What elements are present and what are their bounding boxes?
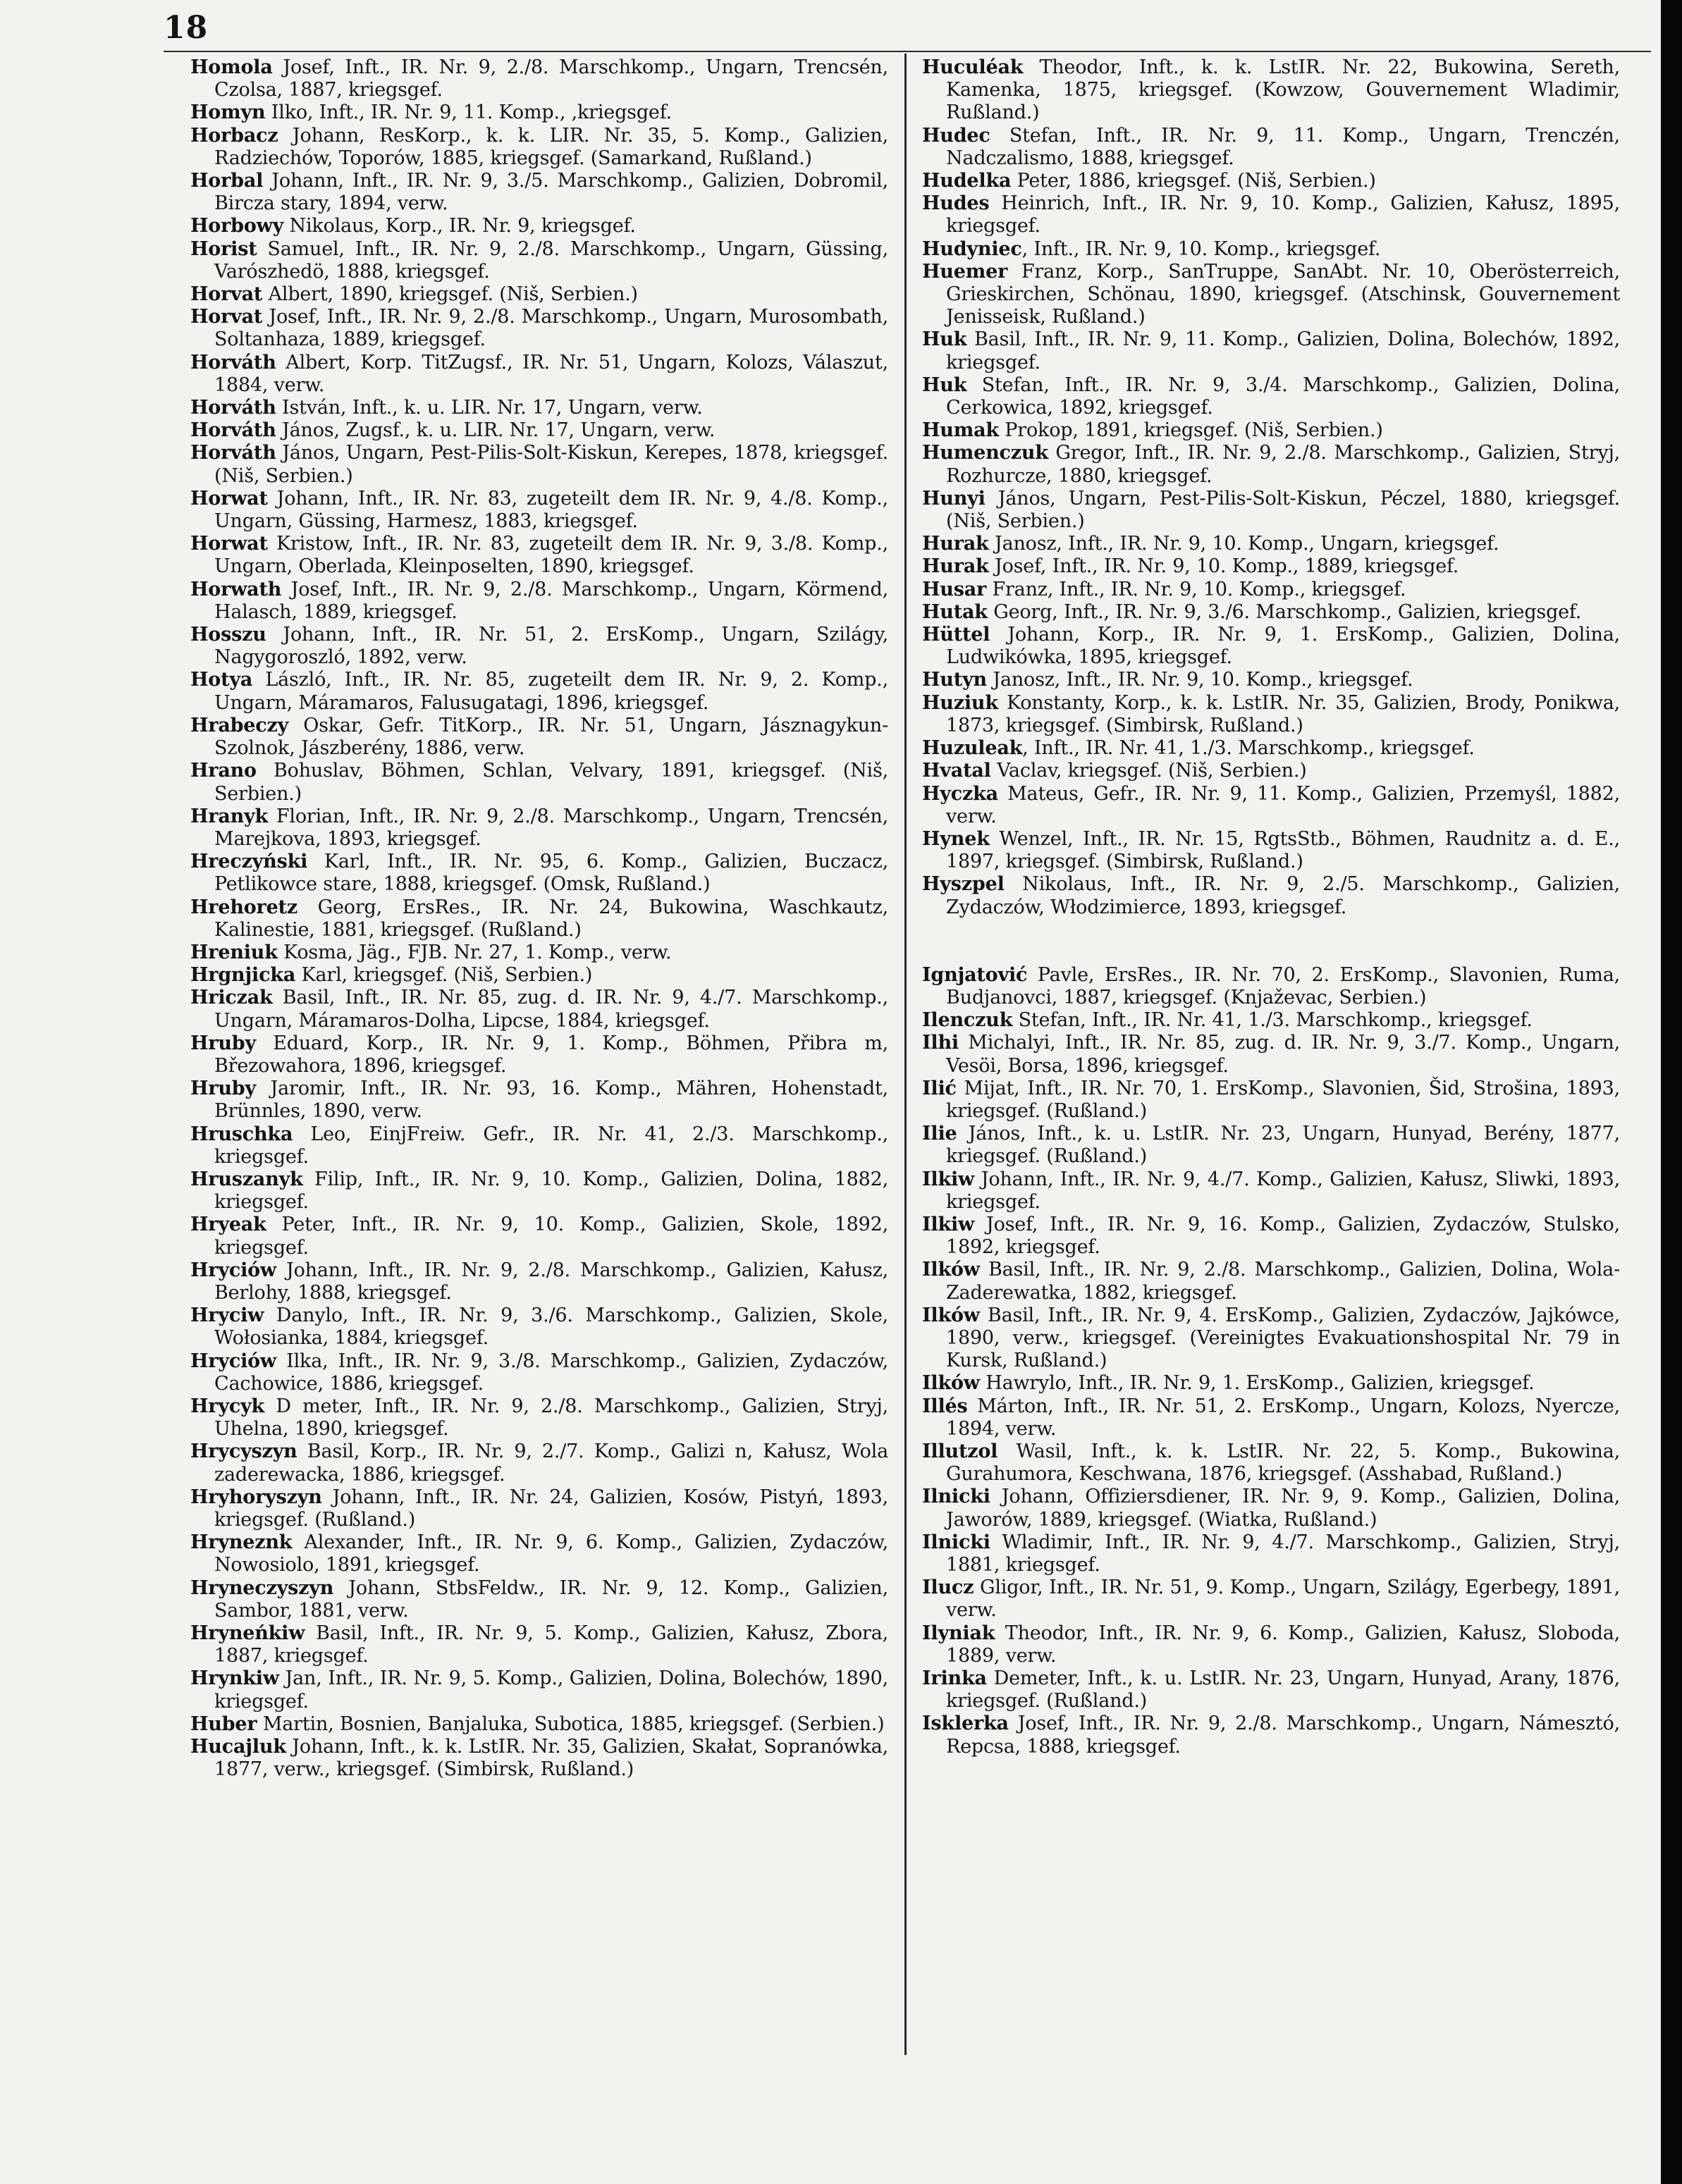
list-entry: [190, 1440, 888, 1486]
list-entry: [922, 125, 1620, 170]
list-entry: [922, 1168, 1620, 1214]
entry-details: Basil, Inft., IR. Nr. 9, 5. Komp., Galizien, Kałusz, Zbora, 1887, kriegsgef.: [214, 1622, 888, 1667]
entry-surname: Huziuk: [922, 691, 998, 714]
right-column-section-i: [922, 964, 1620, 1758]
entry-surname: Hrycyszyn: [190, 1440, 297, 1463]
entry-details: Johann, Inft., IR. Nr. 83, zugeteilt dem IR. Nr. 9, 4./8. Komp., Ungarn, Güssing, Harmesz, 1883, kriegsgef.: [214, 487, 888, 533]
entry-details: Danylo, Inft., IR. Nr. 9, 3./6. Marschkomp., Galizien, Skole, Wołosianka, 1884, kriegsgef.: [214, 1304, 888, 1350]
list-entry: [190, 170, 888, 215]
list-entry: [190, 760, 888, 805]
entry-surname: Hvatal: [922, 760, 991, 782]
entry-details: Nikolaus, Inft., IR. Nr. 9, 2./5. Marschkomp., Galizien, Zydaczów, Włodzimierce, 1893, kriegsgef.: [946, 873, 1620, 918]
entry-details: Johann, Inft., IR. Nr. 9, 2./8. Marschkomp., Galizien, Kałusz, Berlohy, 1888, kriegsgef.: [214, 1259, 888, 1304]
entry-details: Basil, Korp., IR. Nr. 9, 2./7. Komp., Galizi n, Kałusz, Wola zaderewacka, 1886, kriegsgef.: [214, 1440, 888, 1486]
list-entry: [922, 1259, 1620, 1304]
entry-details: Michalyi, Inft., IR. Nr. 85, zug. d. IR. Nr. 9, 3./7. Komp., Ungarn, Vesöi, Borsa, 1896, kriegsgef.: [946, 1032, 1620, 1077]
entry-surname: Ilić: [922, 1077, 957, 1099]
entry-surname: Hurak: [922, 555, 989, 578]
list-entry: [190, 1713, 888, 1736]
entry-surname: Huk: [922, 374, 967, 396]
entry-details: Karl, Inft., IR. Nr. 95, 6. Komp., Galizien, Buczacz, Petlikowce stare, 1888, kriegsgef. (Omsk, Rußland.): [214, 851, 888, 896]
entry-details: Basil, Inft., IR. Nr. 9, 4. ErsKomp., Galizien, Zydaczów, Jajkówce, 1890, verw., kriegsgef. (Vereinigtes Evakuationshospital Nr. 79 in Kursk, Rußland.): [946, 1304, 1620, 1372]
entry-details: Oskar, Gefr. TitKorp., IR. Nr. 51, Ungarn, Jásznagykun-Szolnok, Jászberény, 1886, verw.: [214, 714, 888, 760]
list-entry: [190, 125, 888, 170]
list-entry: [922, 170, 1620, 192]
entry-details: Basil, Inft., IR. Nr. 9, 2./8. Marschkomp., Galizien, Dolina, Wola-Zaderewatka, 1882, kriegsgef.: [946, 1259, 1620, 1304]
list-entry: [190, 397, 888, 419]
entry-surname: Ilkiw: [922, 1213, 975, 1235]
list-entry: [922, 579, 1620, 601]
right-column-section-h: [922, 56, 1620, 919]
entry-surname: Ilnicki: [922, 1486, 990, 1508]
entry-surname: Ilenczuk: [922, 1009, 1013, 1032]
entry-surname: Ilkiw: [922, 1168, 975, 1190]
entry-details: Josef, Inft., IR. Nr. 9, 16. Komp., Galizien, Zydaczów, Stulsko, 1892, kriegsgef.: [946, 1213, 1620, 1259]
entry-surname: Huemer: [922, 260, 1008, 283]
list-entry: [190, 1531, 888, 1577]
list-entry: [190, 1304, 888, 1350]
entry-surname: Illés: [922, 1395, 968, 1417]
list-entry: [922, 1372, 1620, 1395]
entry-details: Prokop, 1891, kriegsgef. (Niš, Serbien.): [998, 419, 1383, 442]
entry-surname: Illutzol: [922, 1440, 998, 1462]
entry-details: Wenzel, Inft., IR. Nr. 15, RgtsStb., Böhmen, Raudnitz a. d. E., 1897, kriegsgef. (Simbirsk, Rußland.): [946, 827, 1620, 873]
entry-surname: Hruschka: [190, 1123, 293, 1145]
entry-details: Wasil, Inft., k. k. LstIR. Nr. 22, 5. Komp., Bukowina, Gurahumora, Keschwana, 1876, kriegsgef. (Asshabad, Rußland.): [946, 1440, 1620, 1486]
page-number: 18: [164, 10, 209, 46]
list-entry: [922, 1304, 1620, 1373]
list-entry: [190, 215, 888, 237]
list-entry: [190, 1577, 888, 1622]
section-gap: [922, 919, 1620, 964]
entry-details: János, Ungarn, Pest-Pilis-Solt-Kiskun, Péczel, 1880, kriegsgef. (Niš, Serbien.): [946, 487, 1620, 533]
entry-surname: Huzuleak: [922, 737, 1023, 760]
entry-surname: Hotya: [190, 669, 253, 691]
entry-details: Konstanty, Korp., k. k. LstIR. Nr. 35, Galizien, Brody, Ponikwa, 1873, kriegsgef. (Simbirsk, Rußland.): [946, 691, 1620, 736]
entry-surname: Hyszpel: [922, 873, 1005, 896]
entry-surname: Ilków: [922, 1259, 980, 1281]
list-entry: [922, 1078, 1620, 1123]
entry-details: Johann, Inft., IR. Nr. 51, 2. ErsKomp., Ungarn, Szilágy, Nagygoroszló, 1892, verw.: [214, 624, 888, 669]
entry-details: Franz, Korp., SanTruppe, SanAbt. Nr. 10, Oberösterreich, Grieskirchen, Schönau, 1890, kriegsgef. (Atschinsk, Gouvernement Jenisseisk, Rußland.): [946, 260, 1620, 328]
list-entry: [922, 1531, 1620, 1577]
entry-details: Johann, Inft., k. k. LstIR. Nr. 35, Galizien, Skałat, Sopranówka, 1877, verw., kriegsgef. (Simbirsk, Rußland.): [214, 1736, 888, 1781]
entry-surname: Hranyk: [190, 805, 269, 827]
entry-surname: Hrycyk: [190, 1395, 265, 1417]
entry-details: Gregor, Inft., IR. Nr. 9, 2./8. Marschkomp., Galizien, Stryj, Rozhurcze, 1880, kriegsgef.: [946, 442, 1620, 487]
list-entry: [190, 533, 888, 578]
entry-details: Johann, Offiziersdiener, IR. Nr. 9, 9. Komp., Galizien, Dolina, Jaworów, 1889, kriegsgef. (Wiatka, Rußland.): [946, 1486, 1620, 1531]
list-entry: [922, 873, 1620, 918]
entry-surname: Horvat: [190, 283, 263, 306]
entry-surname: Hruszanyk: [190, 1168, 303, 1190]
list-entry: [922, 56, 1620, 125]
entry-details: János, Zugsf., k. u. LIR. Nr. 17, Ungarn, verw.: [276, 419, 716, 442]
entry-details: Janosz, Inft., IR. Nr. 9, 10. Komp., kriegsgef.: [986, 669, 1413, 691]
list-entry: [922, 1395, 1620, 1440]
entry-details: D meter, Inft., IR. Nr. 9, 2./8. Marschkomp., Galizien, Stryj, Uhelna, 1890, kriegsgef.: [214, 1395, 888, 1440]
entry-details: Jan, Inft., IR. Nr. 9, 5. Komp., Galizien, Dolina, Bolechów, 1890, kriegsgef.: [214, 1667, 888, 1713]
entry-surname: Homyn: [190, 101, 266, 124]
entry-details: Franz, Inft., IR. Nr. 9, 10. Komp., kriegsgef.: [986, 578, 1406, 600]
entry-details: Johann, Korp., IR. Nr. 9, 1. ErsKomp., Galizien, Dolina, Ludwikówka, 1895, kriegsgef.: [946, 624, 1620, 669]
entry-details: Josef, Inft., IR. Nr. 9, 10. Komp., 1889, kriegsgef.: [988, 555, 1459, 578]
entry-details: Wladimir, Inft., IR. Nr. 9, 4./7. Marschkomp., Galizien, Stryj, 1881, kriegsgef.: [946, 1531, 1620, 1576]
entry-surname: Horváth: [190, 419, 276, 442]
entry-surname: Horist: [190, 237, 257, 260]
list-entry: [190, 964, 888, 987]
entry-surname: Ilie: [922, 1123, 957, 1145]
entry-surname: Horbowy: [190, 215, 284, 237]
list-entry: [922, 419, 1620, 442]
entry-details: Johann, Inft., IR. Nr. 9, 4./7. Komp., Galizien, Kałusz, Sliwki, 1893, kriegsgef.: [946, 1168, 1620, 1213]
list-entry: [922, 964, 1620, 1009]
list-entry: [922, 783, 1620, 828]
entry-surname: Horbacz: [190, 124, 278, 147]
entry-surname: Horvat: [190, 306, 263, 328]
entry-details: Márton, Inft., IR. Nr. 51, 2. ErsKomp., Ungarn, Kolozs, Nyercze, 1894, verw.: [946, 1395, 1620, 1440]
entry-surname: Hrehoretz: [190, 896, 297, 918]
list-entry: [922, 328, 1620, 374]
list-entry: [190, 1078, 888, 1123]
list-entry: [190, 238, 888, 283]
entry-details: , Inft., IR. Nr. 41, 1./3. Marschkomp., kriegsgef.: [1022, 737, 1475, 760]
entry-surname: Hosszu: [190, 624, 266, 646]
list-entry: [922, 488, 1620, 533]
entry-surname: Hreniuk: [190, 941, 278, 963]
list-entry: [190, 1350, 888, 1395]
list-entry: [190, 1214, 888, 1259]
entry-details: Kristow, Inft., IR. Nr. 83, zugeteilt dem IR. Nr. 9, 3./8. Komp., Ungarn, Oberlada, Kleinposelten, 1890, kriegsgef.: [214, 533, 888, 578]
list-entry: [190, 1622, 888, 1667]
entry-details: Theodor, Inft., IR. Nr. 9, 6. Komp., Galizien, Kałusz, Sloboda, 1889, verw.: [946, 1622, 1620, 1667]
entry-details: Gligor, Inft., IR. Nr. 51, 9. Komp., Ungarn, Szilágy, Egerbegy, 1891, verw.: [946, 1577, 1620, 1622]
entry-surname: Hynek: [922, 827, 990, 850]
list-entry: [922, 624, 1620, 669]
entry-details: Theodor, Inft., k. k. LstIR. Nr. 22, Bukowina, Sereth, Kamenka, 1875, kriegsgef. (Kowzow, Gouvernement Wladimir, Rußland.): [946, 56, 1620, 124]
list-entry: [922, 1713, 1620, 1758]
entry-surname: Hryciw: [190, 1304, 264, 1327]
entry-details: Stefan, Inft., IR. Nr. 41, 1./3. Marschkomp., kriegsgef.: [1012, 1009, 1533, 1032]
entry-details: Demeter, Inft., k. u. LstIR. Nr. 23, Ungarn, Hunyad, Arany, 1876, kriegsgef. (Rußland.): [946, 1667, 1620, 1713]
entry-surname: Humenczuk: [922, 442, 1048, 464]
entry-details: Alexander, Inft., IR. Nr. 9, 6. Komp., Galizien, Zydaczów, Nowosiolo, 1891, kriegsgef.: [214, 1531, 888, 1577]
entry-surname: Hryneczyszyn: [190, 1577, 334, 1599]
entry-details: Jaromir, Inft., IR. Nr. 93, 16. Komp., Mähren, Hohenstadt, Brünnles, 1890, verw.: [214, 1078, 888, 1123]
entry-details: Johann, Inft., IR. Nr. 24, Galizien, Kosów, Pistyń, 1893, kriegsgef. (Rußland.): [214, 1486, 888, 1531]
list-entry: [190, 1032, 888, 1078]
entry-details: Johann, StbsFeldw., IR. Nr. 9, 12. Komp., Galizien, Sambor, 1881, verw.: [214, 1577, 888, 1622]
entry-surname: Hreczyński: [190, 851, 308, 873]
entry-surname: Hryeak: [190, 1214, 266, 1236]
list-entry: [190, 306, 888, 351]
list-entry: [922, 1440, 1620, 1486]
entry-details: Filip, Inft., IR. Nr. 9, 10. Komp., Galizien, Dolina, 1882, kriegsgef.: [214, 1168, 888, 1214]
entry-details: Heinrich, Inft., IR. Nr. 9, 10. Komp., Galizien, Kałusz, 1895, kriegsgef.: [946, 192, 1620, 237]
list-entry: [922, 692, 1620, 737]
entry-surname: Hrgnjicka: [190, 964, 296, 987]
list-entry: [922, 1577, 1620, 1622]
entry-details: Karl, kriegsgef. (Niš, Serbien.): [295, 964, 593, 987]
column-divider: [904, 54, 907, 2055]
entry-surname: Hryciów: [190, 1350, 276, 1372]
list-entry: [922, 1486, 1620, 1531]
entry-surname: Irinka: [922, 1667, 987, 1690]
list-entry: [922, 1009, 1620, 1032]
entry-details: Martin, Bosnien, Banjaluka, Subotica, 1885, kriegsgef. (Serbien.): [257, 1713, 885, 1735]
entry-surname: Ilnicki: [922, 1531, 990, 1553]
list-entry: [190, 806, 888, 851]
entry-details: Nikolaus, Korp., IR. Nr. 9, kriegsgef.: [283, 215, 636, 237]
entry-details: , Inft., IR. Nr. 9, 10. Komp., kriegsgef.: [1021, 237, 1381, 260]
list-entry: [190, 851, 888, 896]
entry-details: Albert, Korp. TitZugsf., IR. Nr. 51, Ungarn, Kolozs, Válaszut, 1884, verw.: [214, 351, 888, 396]
list-entry: [190, 987, 888, 1032]
list-entry: [922, 1622, 1620, 1667]
entry-details: László, Inft., IR. Nr. 85, zugeteilt dem IR. Nr. 9, 2. Komp., Ungarn, Máramaros, Falusugatagi, 1896, kriegsgef.: [214, 669, 888, 714]
entry-details: István, Inft., k. u. LIR. Nr. 17, Ungarn, verw.: [276, 397, 703, 419]
entry-details: Eduard, Korp., IR. Nr. 9, 1. Komp., Böhmen, Přibra m, Březowahora, 1896, kriegsgef.: [214, 1032, 888, 1077]
entry-details: Mijat, Inft., IR. Nr. 70, 1. ErsKomp., Slavonien, Šid, Strošina, 1893, kriegsgef. (Rußland.): [946, 1077, 1620, 1122]
list-entry: [922, 533, 1620, 555]
list-entry: [190, 488, 888, 533]
entry-surname: Hryhoryszyn: [190, 1486, 322, 1508]
list-entry: [190, 1259, 888, 1304]
entry-surname: Ignjatović: [922, 963, 1028, 986]
entry-details: Johann, Inft., IR. Nr. 9, 3./5. Marschkomp., Galizien, Dobromil, Bircza stary, 1894, verw.: [214, 170, 888, 215]
list-entry: [190, 101, 888, 124]
entry-details: Ilko, Inft., IR. Nr. 9, 11. Komp., ,kriegsgef.: [265, 101, 672, 124]
entry-surname: Hryciów: [190, 1259, 276, 1281]
entry-details: János, Inft., k. u. LstIR. Nr. 23, Ungarn, Hunyad, Berény, 1877, kriegsgef. (Rußland.): [946, 1123, 1620, 1168]
list-entry: [190, 942, 888, 964]
list-entry: [922, 442, 1620, 487]
list-entry: [922, 555, 1620, 578]
entry-details: Samuel, Inft., IR. Nr. 9, 2./8. Marschkomp., Ungarn, Güssing, Varószhedö, 1888, kriegsgef.: [214, 237, 888, 283]
entry-surname: Horwat: [190, 533, 268, 555]
entry-details: Hawrylo, Inft., IR. Nr. 9, 1. ErsKomp., Galizien, kriegsgef.: [979, 1372, 1535, 1395]
list-entry: [190, 1168, 888, 1214]
entry-surname: Hruby: [190, 1032, 256, 1054]
entry-details: Bohuslav, Böhmen, Schlan, Velvary, 1891, kriegsgef. (Niš, Serbien.): [214, 760, 888, 805]
entry-surname: Hucajluk: [190, 1736, 286, 1758]
entry-details: Georg, Inft., IR. Nr. 9, 3./6. Marschkomp., Galizien, kriegsgef.: [987, 600, 1582, 623]
left-column: [190, 56, 888, 1781]
entry-surname: Hryneznk: [190, 1531, 293, 1554]
entry-details: Basil, Inft., IR. Nr. 85, zug. d. IR. Nr. 9, 4./7. Marschkomp., Ungarn, Máramaros-Dolha, Lipcse, 1884, kriegsgef.: [214, 987, 888, 1032]
list-entry: [190, 579, 888, 624]
entry-details: János, Ungarn, Pest-Pilis-Solt-Kiskun, Kerepes, 1878, kriegsgef. (Niš, Serbien.): [214, 442, 888, 487]
entry-surname: Ilhi: [922, 1032, 959, 1054]
entry-details: Stefan, Inft., IR. Nr. 9, 11. Komp., Ungarn, Trenczén, Nadczalismo, 1888, kriegsgef.: [946, 124, 1620, 169]
entry-surname: Ilków: [922, 1372, 980, 1395]
entry-details: Pavle, ErsRes., IR. Nr. 70, 2. ErsKomp., Slavonien, Ruma, Budjanovci, 1887, kriegsgef. (Knjaževac, Serbien.): [946, 963, 1620, 1008]
entry-surname: Horbal: [190, 170, 264, 192]
entry-details: Johann, ResKorp., k. k. LIR. Nr. 35, 5. Komp., Galizien, Radziechów, Toporów, 1885, kriegsgef. (Samarkand, Rußland.): [214, 124, 888, 169]
entry-details: Ilka, Inft., IR. Nr. 9, 3./8. Marschkomp., Galizien, Zydaczów, Cachowice, 1886, kriegsgef.: [214, 1350, 888, 1395]
list-entry: [190, 1123, 888, 1168]
list-entry: [190, 352, 888, 397]
list-entry: [922, 1214, 1620, 1259]
entry-surname: Ilucz: [922, 1577, 974, 1599]
entry-surname: Husar: [922, 578, 987, 600]
list-entry: [922, 737, 1620, 760]
list-entry: [190, 1395, 888, 1440]
list-entry: [190, 56, 888, 101]
entry-surname: Humak: [922, 419, 999, 442]
list-entry: [922, 1123, 1620, 1168]
entry-details: Josef, Inft., IR. Nr. 9, 2./8. Marschkomp., Ungarn, Námesztó, Repcsa, 1888, kriegsgef.: [946, 1713, 1620, 1758]
entry-surname: Hrynkiw: [190, 1667, 279, 1690]
entry-surname: Horwath: [190, 578, 282, 600]
list-entry: [190, 896, 888, 942]
entry-details: Albert, 1890, kriegsgef. (Niš, Serbien.): [262, 283, 638, 306]
entry-surname: Horváth: [190, 397, 276, 419]
entry-details: Josef, Inft., IR. Nr. 9, 2./8. Marschkomp., Ungarn, Trencsén, Czolsa, 1887, kriegsgef.: [214, 56, 888, 101]
entry-surname: Hrabeczy: [190, 714, 289, 736]
entry-surname: Hudes: [922, 192, 990, 215]
list-entry: [190, 1736, 888, 1781]
right-column: [922, 56, 1620, 1758]
entry-details: Peter, Inft., IR. Nr. 9, 10. Komp., Galizien, Skole, 1892, kriegsgef.: [214, 1214, 888, 1259]
list-entry: [190, 624, 888, 669]
entry-details: Josef, Inft., IR. Nr. 9, 2./8. Marschkomp., Ungarn, Körmend, Halasch, 1889, kriegsgef.: [214, 578, 888, 623]
entry-details: Josef, Inft., IR. Nr. 9, 2./8. Marschkomp., Ungarn, Murosombath, Soltanhaza, 1889, kriegsgef.: [214, 306, 888, 351]
entry-surname: Hutyn: [922, 669, 987, 691]
entry-surname: Huk: [922, 328, 967, 351]
entry-surname: Hruby: [190, 1078, 256, 1100]
entry-surname: Hryneńkiw: [190, 1622, 305, 1645]
entry-surname: Horváth: [190, 442, 276, 464]
entry-surname: Ilków: [922, 1304, 980, 1326]
entry-details: Florian, Inft., IR. Nr. 9, 2./8. Marschkomp., Ungarn, Trencsén, Marejkova, 1893, kriegsgef.: [214, 805, 888, 850]
entry-surname: Ilyniak: [922, 1622, 995, 1644]
list-entry: [922, 601, 1620, 624]
entry-surname: Hudelka: [922, 170, 1012, 192]
entry-details: Basil, Inft., IR. Nr. 9, 11. Komp., Galizien, Dolina, Bolechów, 1892, kriegsgef.: [946, 328, 1620, 374]
entry-details: Kosma, Jäg., FJB. Nr. 27, 1. Komp., verw.: [277, 941, 672, 963]
list-entry: [190, 1667, 888, 1713]
list-entry: [190, 283, 888, 306]
list-entry: [922, 760, 1620, 782]
list-entry: [190, 419, 888, 442]
entry-details: Georg, ErsRes., IR. Nr. 24, Bukowina, Waschkautz, Kalinestie, 1881, kriegsgef. (Rußland.): [214, 896, 888, 941]
entry-surname: Hutak: [922, 600, 988, 623]
entry-surname: Horwat: [190, 487, 268, 510]
entry-surname: Huculéak: [922, 56, 1024, 78]
entry-surname: Hriczak: [190, 987, 273, 1009]
entry-surname: Hurak: [922, 533, 989, 555]
list-entry: [922, 1032, 1620, 1077]
entry-surname: Isklerka: [922, 1713, 1009, 1735]
list-entry: [190, 442, 888, 487]
entry-surname: Hyczka: [922, 782, 998, 805]
entry-details: Leo, EinjFreiw. Gefr., IR. Nr. 41, 2./3. Marschkomp., kriegsgef.: [214, 1123, 888, 1168]
list-entry: [922, 374, 1620, 419]
list-entry: [922, 192, 1620, 237]
top-rule: [164, 51, 1651, 52]
list-entry: [922, 669, 1620, 691]
list-entry: [922, 1667, 1620, 1713]
entry-surname: Hudec: [922, 124, 990, 147]
entry-details: Peter, 1886, kriegsgef. (Niš, Serbien.): [1011, 170, 1376, 192]
entry-surname: Homola: [190, 56, 273, 78]
entry-details: Mateus, Gefr., IR. Nr. 9, 11. Komp., Galizien, Przemyśl, 1882, verw.: [946, 782, 1620, 827]
entry-details: Janosz, Inft., IR. Nr. 9, 10. Komp., Ungarn, kriegsgef.: [988, 533, 1499, 555]
list-entry: [190, 715, 888, 760]
scan-edge: [1661, 0, 1682, 2184]
entry-surname: Huber: [190, 1713, 257, 1735]
list-entry: [190, 1486, 888, 1531]
entry-surname: Hüttel: [922, 624, 990, 646]
list-entry: [922, 238, 1620, 261]
list-entry: [190, 669, 888, 714]
list-entry: [922, 828, 1620, 873]
entry-surname: Hudyniec: [922, 237, 1022, 260]
entry-surname: Hunyi: [922, 487, 986, 510]
entry-details: Stefan, Inft., IR. Nr. 9, 3./4. Marschkomp., Galizien, Dolina, Cerkowica, 1892, kriegsgef.: [946, 374, 1620, 419]
entry-surname: Hrano: [190, 760, 257, 782]
list-entry: [922, 261, 1620, 329]
entry-details: Vaclav, kriegsgef. (Niš, Serbien.): [990, 760, 1307, 782]
entry-surname: Horváth: [190, 351, 276, 374]
